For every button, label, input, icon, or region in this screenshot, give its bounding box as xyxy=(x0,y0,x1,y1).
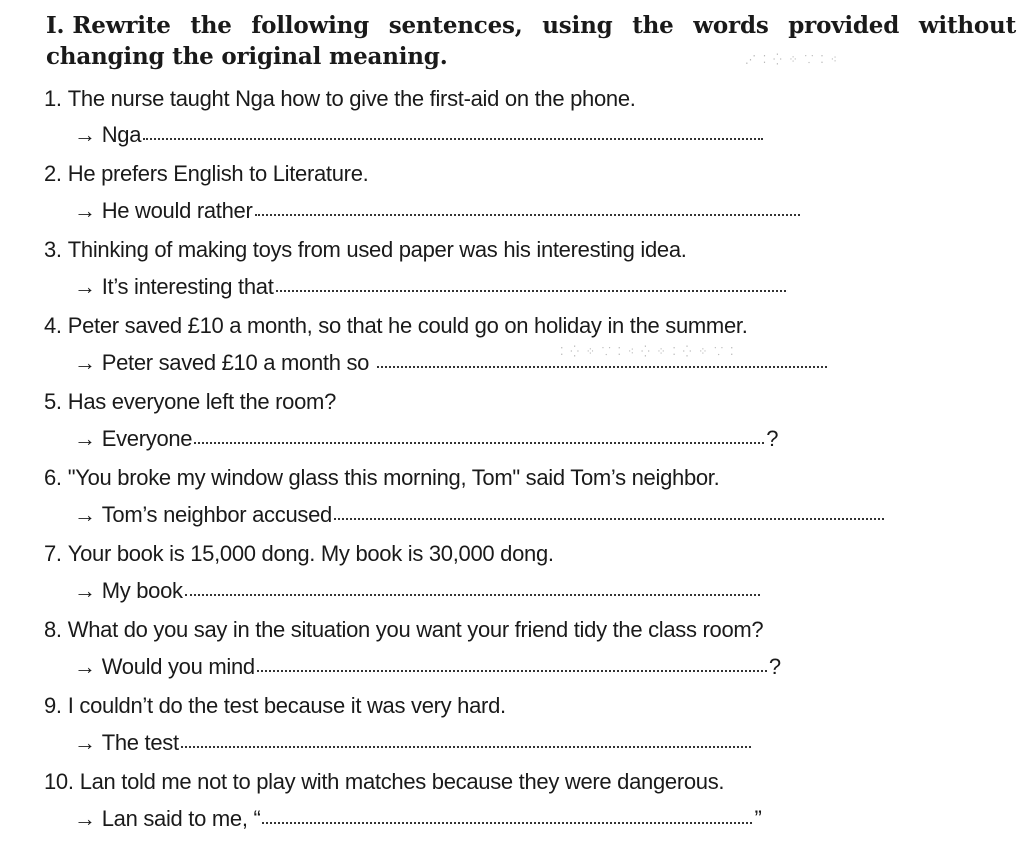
question-3 xyxy=(44,237,687,263)
answer-prompt: Lan said to me, “ xyxy=(101,806,261,831)
answer-blank[interactable] xyxy=(377,363,827,368)
question-sentence: Peter saved £10 a month, so that he could go on holiday in the summer. xyxy=(67,313,748,338)
answer-prompt: Tom’s neighbor accused xyxy=(101,502,332,527)
answer-prompt: Everyone xyxy=(101,426,193,451)
answer-prompt: Peter saved £10 a month so xyxy=(101,350,370,375)
answer-line-4 xyxy=(74,350,829,376)
question-sentence: What do you say in the situation you want your friend tidy the class room? xyxy=(67,617,764,642)
question-number: 5. xyxy=(44,389,62,414)
answer-prompt: He would rather xyxy=(101,198,253,223)
answer-blank[interactable] xyxy=(181,743,751,748)
question-number: 2. xyxy=(44,161,62,186)
answer-prompt: The test xyxy=(101,730,179,755)
answer-blank[interactable] xyxy=(276,287,786,292)
exercise-instruction: Rewrite the following sentences, using the words provided without changing the original meaning. xyxy=(46,12,1016,70)
answer-line-8 xyxy=(74,654,781,680)
question-number: 4. xyxy=(44,313,62,338)
answer-line-10 xyxy=(74,806,762,832)
answer-end: ? xyxy=(768,654,781,679)
question-sentence: I couldn’t do the test because it was very hard. xyxy=(67,693,506,718)
exercise-number: I. xyxy=(46,12,65,39)
answer-line-3 xyxy=(74,274,788,300)
arrow-icon: → xyxy=(74,730,96,755)
question-sentence: He prefers English to Literature. xyxy=(67,161,369,186)
arrow-icon: → xyxy=(74,426,96,451)
answer-blank[interactable] xyxy=(262,819,752,824)
answer-blank[interactable] xyxy=(143,135,763,140)
answer-prompt: Would you mind xyxy=(101,654,255,679)
answer-blank[interactable] xyxy=(255,211,800,216)
question-2 xyxy=(44,161,368,187)
arrow-icon: → xyxy=(74,654,96,679)
question-sentence: Thinking of making toys from used paper was his interesting idea. xyxy=(67,237,687,262)
arrow-icon: → xyxy=(74,578,96,603)
question-sentence: Your book is 15,000 dong. My book is 30,000 dong. xyxy=(67,541,554,566)
answer-line-9 xyxy=(74,730,753,756)
arrow-icon: → xyxy=(74,122,96,147)
question-sentence: Lan told me not to play with matches because they were dangerous. xyxy=(79,769,725,794)
question-number: 6. xyxy=(44,465,62,490)
question-10 xyxy=(44,769,724,795)
question-7 xyxy=(44,541,554,567)
question-4 xyxy=(44,313,748,339)
answer-prompt: My book xyxy=(101,578,183,603)
answer-blank[interactable] xyxy=(194,439,764,444)
answer-blank[interactable] xyxy=(334,515,884,520)
answer-line-1 xyxy=(74,122,765,148)
answer-line-7 xyxy=(74,578,762,604)
answer-prompt: Nga xyxy=(101,122,142,147)
question-number: 9. xyxy=(44,693,62,718)
answer-blank[interactable] xyxy=(185,591,760,596)
question-number: 10. xyxy=(44,769,74,794)
answer-blank[interactable] xyxy=(257,667,767,672)
answer-prompt: It’s interesting that xyxy=(101,274,274,299)
arrow-icon: → xyxy=(74,350,96,375)
question-6 xyxy=(44,465,719,491)
question-number: 1. xyxy=(44,86,62,111)
question-sentence: The nurse taught Nga how to give the first-aid on the phone. xyxy=(67,86,636,111)
question-sentence: Has everyone left the room? xyxy=(67,389,337,414)
arrow-icon: → xyxy=(74,198,96,223)
arrow-icon: → xyxy=(74,806,96,831)
arrow-icon: → xyxy=(74,274,96,299)
arrow-icon: → xyxy=(74,502,96,527)
answer-line-5 xyxy=(74,426,778,452)
answer-line-6 xyxy=(74,502,886,528)
question-8 xyxy=(44,617,763,643)
question-number: 8. xyxy=(44,617,62,642)
answer-end: ” xyxy=(754,806,762,831)
question-9 xyxy=(44,693,506,719)
answer-end: ? xyxy=(766,426,779,451)
scan-noise: ⋰ ⁚ ⁛ ⁘ ⸪ ⁚ ⁖ xyxy=(745,54,839,66)
question-sentence: "You broke my window glass this morning, Tom" said Tom’s neighbor. xyxy=(67,465,720,490)
exercise-heading xyxy=(46,10,1016,72)
answer-line-2 xyxy=(74,198,802,224)
question-number: 7. xyxy=(44,541,62,566)
question-1 xyxy=(44,86,636,112)
scan-noise: ⁚ ⁛ ⁘ ⸪ ⁚ ⁖ ⁛ ⁘ ⁚ ⁛ ⁘ ⸪ ⁚ xyxy=(560,346,736,358)
question-5 xyxy=(44,389,336,415)
question-number: 3. xyxy=(44,237,62,262)
